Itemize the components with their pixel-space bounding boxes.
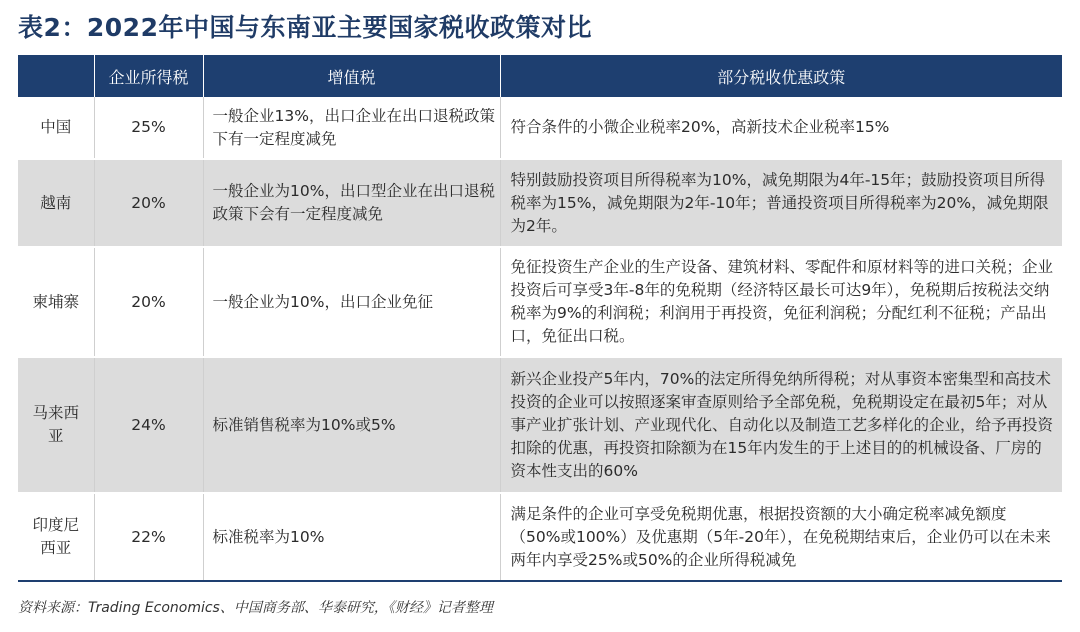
policy-cell: 符合条件的小微企业税率20%，高新技术企业税率15% <box>500 97 1062 159</box>
country-cell: 马来西亚 <box>18 357 94 493</box>
page-title: 表2：2022年中国与东南亚主要国家税收政策对比 <box>18 13 592 42</box>
header-cit: 企业所得税 <box>94 55 203 97</box>
vat-cell: 一般企业13%，出口企业在出口退税政策下有一定程度减免 <box>203 97 500 159</box>
country-cell: 中国 <box>18 97 94 159</box>
table-row <box>18 493 1062 581</box>
country-cell: 柬埔寨 <box>18 247 94 357</box>
cit-cell: 20% <box>94 247 203 357</box>
table-row <box>18 357 1062 493</box>
country-cell: 越南 <box>18 159 94 247</box>
vat-cell: 标准销售税率为10%或5% <box>203 357 500 493</box>
table-row <box>18 97 1062 159</box>
policy-cell: 满足条件的企业可享受免税期优惠，根据投资额的大小确定税率减免额度（50%或100%）及优惠期（5年-20年），在免税期结束后，企业仍可以在未来两年内享受25%或50%的企业所得税减免 <box>500 493 1062 581</box>
cit-cell: 24% <box>94 357 203 493</box>
vat-cell: 一般企业为10%，出口型企业在出口退税政策下会有一定程度减免 <box>203 159 500 247</box>
vat-cell: 一般企业为10%，出口企业免征 <box>203 247 500 357</box>
tax-policy-table <box>18 55 1062 582</box>
policy-cell: 免征投资生产企业的生产设备、建筑材料、零配件和原材料等的进口关税；企业投资后可享受3年-8年的免税期（经济特区最长可达9年），免税期后按税法交纳税率为9%的利润税；利润用于再投资，免征利润税；分配红利不征税；产品出口，免征出口税。 <box>500 247 1062 357</box>
policy-cell: 新兴企业投产5年内，70%的法定所得免纳所得税；对从事资本密集型和高技术投资的企业可以按照逐案审查原则给予全部免税，免税期设定在最初5年；对从事产业扩张计划、产业现代化、自动化以及制造工艺多样化的企业，给予再投资扣除的优惠，再投资扣除额为在15年内发生的于上述目的的机械设备、厂房的资本性支出的60% <box>500 357 1062 493</box>
cit-cell: 20% <box>94 159 203 247</box>
table-row <box>18 159 1062 247</box>
header-country <box>18 55 94 97</box>
header-preferential-policy: 部分税收优惠政策 <box>500 55 1062 97</box>
vat-cell: 标准税率为10% <box>203 493 500 581</box>
source-note: 资料来源：Trading Economics、中国商务部、华泰研究，《财经》记者整理 <box>18 600 493 616</box>
header-vat: 增值税 <box>203 55 500 97</box>
table-header-row <box>18 55 1062 97</box>
policy-cell: 特别鼓励投资项目所得税率为10%，减免期限为4年-15年；鼓励投资项目所得税率为15%，减免期限为2年-10年；普通投资项目所得税率为20%，减免期限为2年。 <box>500 159 1062 247</box>
cit-cell: 25% <box>94 97 203 159</box>
cit-cell: 22% <box>94 493 203 581</box>
country-cell: 印度尼西亚 <box>18 493 94 581</box>
table-row <box>18 247 1062 357</box>
